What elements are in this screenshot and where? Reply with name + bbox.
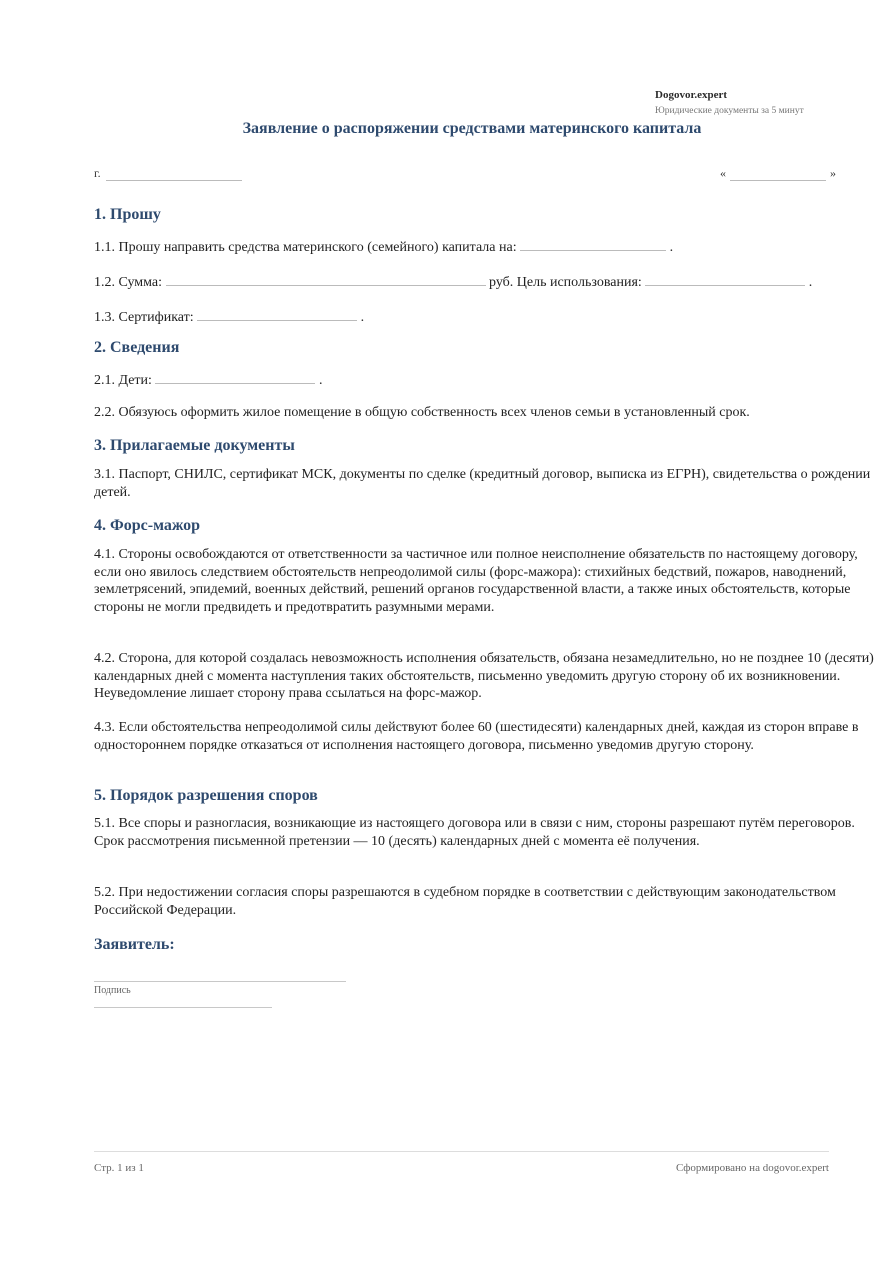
clause-4-1: 4.1. Стороны освобождаются от ответственности за частичное или полное неисполнение обязательств по настоящему договору, если оно явилось следствием обстоятельств непреодолимой силы (форс-мажора): стихийных бедствий, пожаров, наводнений, землетрясений, эпидемий, военных действий, решений органов государственной власти, а также иных обстоятельств, которые стороны не могли предвидеть и предотвратить разумными мерами. [94, 547, 858, 615]
section-1-heading: 1. Прошу [94, 206, 161, 223]
signature-line[interactable] [94, 981, 346, 982]
signature-name-line[interactable] [94, 1007, 272, 1008]
clause-2-1-text: 2.1. Дети: [94, 373, 152, 388]
clause-1-1-text: 1.1. Прошу направить средства материнского (семейного) капитала на: [94, 240, 517, 255]
footer-generated: Сформировано на dogovor.expert [675, 1162, 829, 1174]
clause-5-2: 5.2. При недостижении согласия споры разрешаются в судебном порядке в соответствии с действующим законодательством Российской Федерации. [94, 885, 836, 918]
clause-1-3: 1.3. Сертификат: . [94, 306, 874, 327]
clause-1-2-text: 1.2. Сумма: [94, 275, 163, 290]
section-4-heading: 4. Форс-мажор [94, 517, 200, 534]
clause-4-2: 4.2. Сторона, для которой создалась невозможность исполнения обязательств, обязана незамедлительно, но не позднее 10 (десяти) календарных дней с момента наступления таких обстоятельств, письменно уведомить другую сторону об их возникновении. Неуведомление лишает сторону права ссылаться на форс-мажор. [94, 651, 874, 701]
clause-5-1: 5.1. Все споры и разногласия, возникающие из настоящего договора или в связи с ним, стороны разрешают путём переговоров. Срок рассмотрения письменной претензии — 10 (десять) календарных дней с момента её получения. [94, 816, 855, 849]
clause-1-2-mid: руб. Цель использования: [489, 275, 642, 290]
clause-2-1: 2.1. Дети: . [94, 369, 874, 390]
amount-blank[interactable] [166, 271, 486, 286]
usage-purpose-blank[interactable] [645, 271, 805, 286]
date-blank[interactable] [730, 180, 826, 181]
clause-1-2: 1.2. Сумма: руб. Цель использования: . [94, 271, 874, 292]
clause-1-1: 1.1. Прошу направить средства материнского (семейного) капитала на: . [94, 236, 874, 257]
certificate-blank[interactable] [197, 306, 357, 321]
brand-block [655, 88, 804, 118]
city-label: г. [94, 166, 101, 180]
capital-purpose-blank[interactable] [520, 236, 666, 251]
clause-1-3-text: 1.3. Сертификат: [94, 310, 194, 325]
brand-tagline: Юридические документы за 5 минут [655, 106, 804, 116]
document-title: Заявление о распоряжении средствами материнского капитала [242, 120, 702, 137]
applicant-heading: Заявитель: [94, 936, 175, 953]
section-5-heading: 5. Порядок разрешения споров [94, 787, 318, 804]
city-date-row [94, 166, 836, 182]
date-open-quote: « [720, 166, 726, 180]
section-2-heading: 2. Сведения [94, 339, 180, 356]
brand-name: Dogovor.expert [655, 89, 727, 101]
clause-2-2: 2.2. Обязуюсь оформить жилое помещение в общую собственность всех членов семьи в установленный срок. [94, 405, 750, 420]
section-3-heading: 3. Прилагаемые документы [94, 437, 295, 454]
children-blank[interactable] [155, 369, 315, 384]
signature-label: Подпись [94, 985, 131, 996]
page-number: Стр. 1 из 1 [94, 1162, 144, 1174]
clause-4-3: 4.3. Если обстоятельства непреодолимой силы действуют более 60 (шестидесяти) календарных дней, каждая из сторон вправе в одностороннем порядке отказаться от исполнения настоящего договора, письменно уведомив другую сторону. [94, 720, 859, 753]
date-close-quote: » [830, 166, 836, 180]
footer-divider [94, 1151, 829, 1152]
clause-3-1: 3.1. Паспорт, СНИЛС, сертификат МСК, документы по сделке (кредитный договор, выписка из ЕГРН), свидетельства о рождении детей. [94, 467, 871, 500]
city-blank[interactable] [106, 180, 242, 181]
